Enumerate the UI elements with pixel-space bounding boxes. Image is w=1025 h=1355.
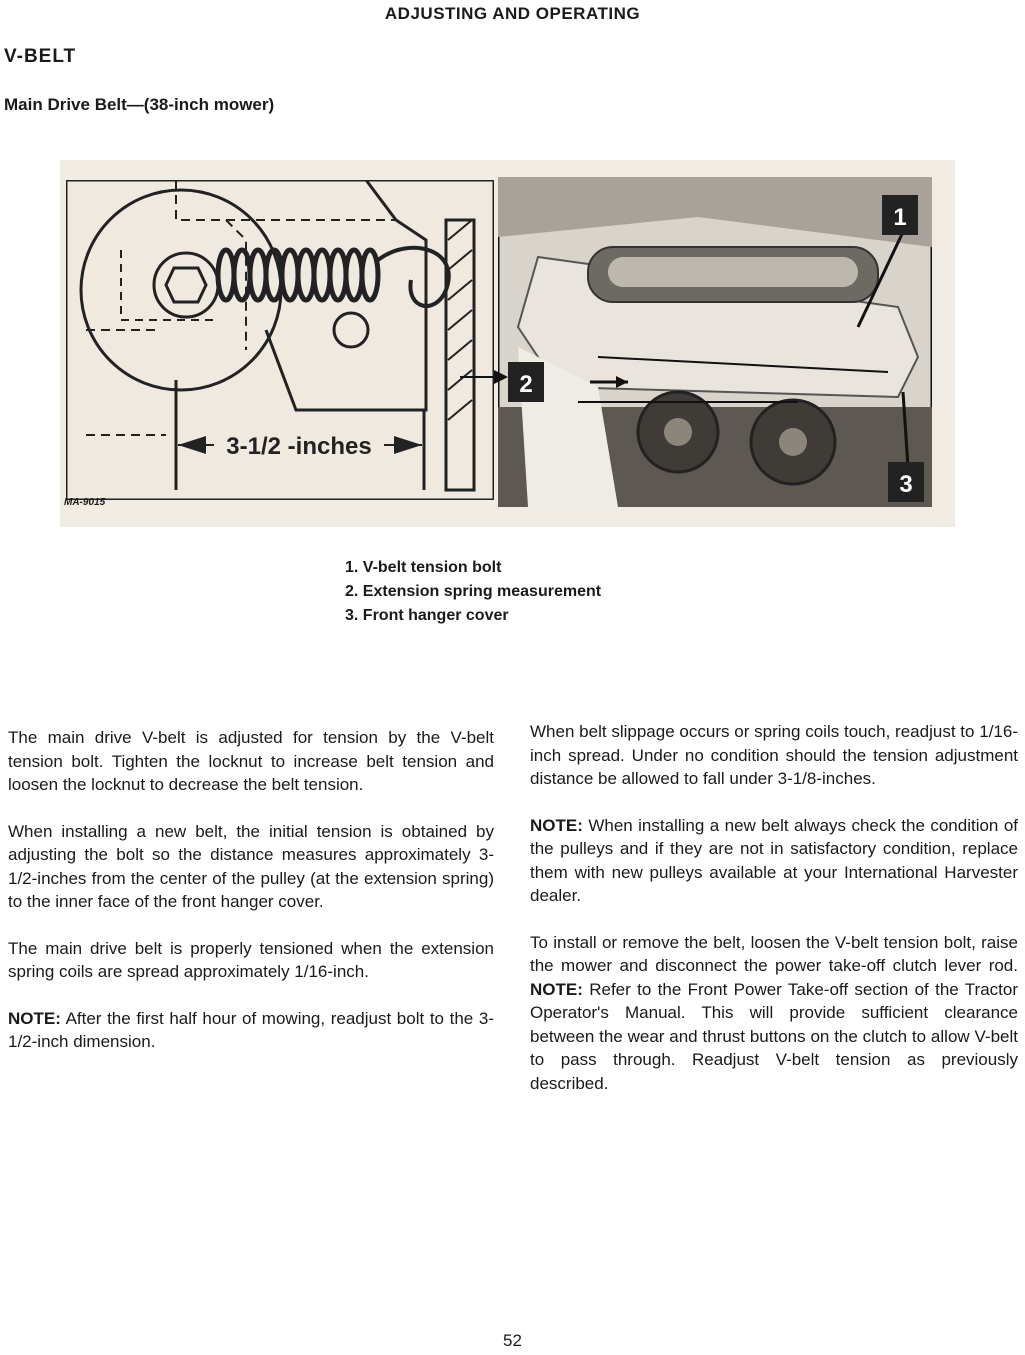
paragraph-text: To install or remove the belt, loosen the V-belt tension bolt, raise the mower and disconnect the power take-off clutch lever rod.	[530, 932, 1018, 975]
paragraph: When belt slippage occurs or spring coils touch, readjust to 1/16-inch spread. Under no condition should the tension adjustment distance be allowed to fall under 3-1/8-inches.	[530, 722, 1018, 788]
paragraph: The main drive belt is properly tensioned when the extension spring coils are spread approximately 1/16-inch.	[8, 938, 494, 981]
note-text: After the first half hour of mowing, readjust bolt to the 3-1/2-inch dimension.	[8, 1008, 494, 1051]
left-column	[8, 726, 494, 1077]
figure	[60, 160, 955, 527]
section-title: V-BELT	[4, 46, 77, 67]
legend-item: 2. Extension spring measurement	[345, 583, 602, 600]
figure-link-arrow	[460, 365, 508, 389]
paragraph: When installing a new belt, the initial tension is obtained by adjusting the bolt so the distance measures approximately 3-1/2-inches from the center of the pulley (at the extension spring) to the inner face of the front hanger cover.	[8, 821, 494, 911]
callout-2: 2	[519, 371, 533, 398]
note-text: When installing a new belt always check the condition of the pulleys and if they are not in satisfactory condition, replace them with new pulleys available at your International Harvester dealer.	[530, 815, 1018, 905]
note-paragraph	[8, 1007, 494, 1054]
subsection-title: Main Drive Belt—(38-inch mower)	[4, 95, 275, 114]
page-header: ADJUSTING AND OPERATING	[384, 4, 641, 23]
note-label: NOTE:	[530, 815, 583, 835]
figure-legend	[345, 556, 601, 628]
page-number: 52	[503, 1331, 522, 1350]
note-label: NOTE:	[8, 1008, 61, 1028]
callout-1: 1	[893, 204, 907, 231]
spring-diagram	[66, 180, 494, 500]
callout-3: 3	[899, 471, 913, 498]
legend-item: 3. Front hanger cover	[345, 607, 509, 624]
note-label: NOTE:	[530, 979, 583, 999]
right-column	[530, 720, 1018, 1118]
dimension-label: 3-1/2 -inches	[226, 433, 372, 460]
paragraph: The main drive V-belt is adjusted for tension by the V-belt tension bolt. Tighten the locknut to increase belt tension and loosen the locknut to decrease the belt tension.	[8, 728, 494, 794]
legend-item: 1. V-belt tension bolt	[345, 559, 502, 576]
figure-code: MA-9015	[64, 497, 106, 508]
paragraph	[530, 931, 1018, 1096]
note-paragraph	[530, 814, 1018, 908]
mower-photo	[498, 177, 932, 507]
paragraph-text: Refer to the Front Power Take-off section of the Tractor Operator's Manual. This will provide sufficient clearance between the wear and thrust buttons on the clutch to allow V-belt to pass through. Readjust V-belt tension as previously described.	[530, 979, 1018, 1093]
